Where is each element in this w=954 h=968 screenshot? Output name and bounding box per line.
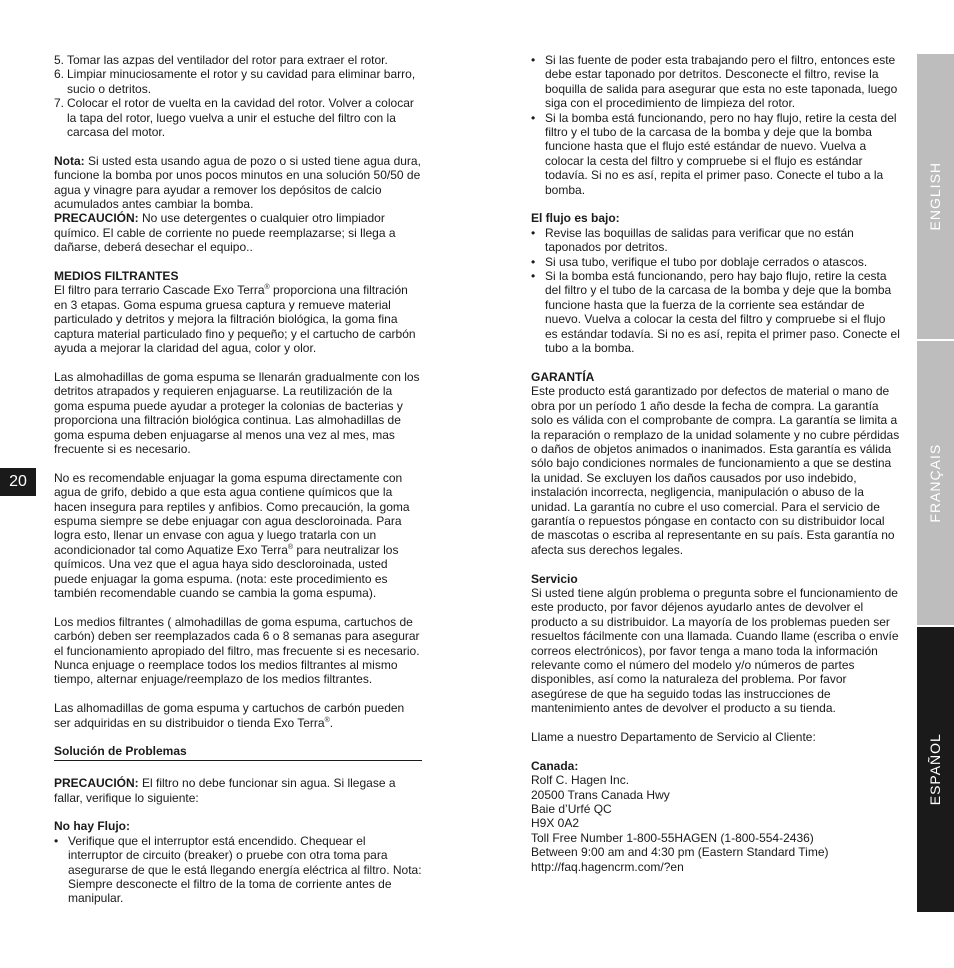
list-item: • Verifique que el interruptor está encendido. Chequear el interruptor de circuito (breaker) o pruebe con otra toma para asegurarse de que le está llegando energía eléctrica al filtro. Nota: Siempre desconecte el filtro de la toma de corriente antes de manipular. — [54, 833, 422, 906]
nota-paragraph — [54, 154, 422, 212]
flujo-bajo-heading: El flujo es bajo: — [531, 211, 620, 226]
list-item: • Revise las boquillas de salidas para verificar que no están taponados por detritos. — [531, 225, 854, 255]
phone-line: Toll Free Number 1-800-55HAGEN (1-800-554-2436) — [531, 830, 814, 845]
tab-espanol-label: ESPAÑOL — [927, 733, 944, 806]
medios-paragraph-5: Las alhomadillas de goma espuma y cartuchos de carbón pueden ser adquiridas en su distribuidor o tienda Exo Terra®. — [54, 701, 405, 730]
garantia-paragraph: Este producto está garantizado por defectos de material o mano de obra por un período 1 año desde la fecha de compra. La garantía solo es válida con el comprobante de compra. La garantía se limita a la reparación o remplazo de la unidad solamente y no cubre pérdidas o daños de objetos animados o inanimados. Esta garantía es válida sólo bajo condiciones normales de funcionamiento a que se destina la unidad. Se excluyen los daños causados por uso indebido, instalación incorrecta, negligencia, manipulación o abuso de la unidad. La garantía no cubre el uso comercial. Para el servicio de garantía o repuestos póngase en contacto con su distribuidor local de mascotas o escriba al representante en su país. Esta garantía no afecta sus derechos legales. — [531, 384, 900, 557]
precaucion-text: No use detergentes o cualquier otro limpiador químico. El cable de corriente no puede reemplazarse; si llega a dañarse, deberá desechar el equipo.. — [54, 211, 396, 255]
list-item: • Si las fuente de poder esta trabajando pero el filtro, entonces este debe estar taponado por detritos. Desconecte el filtro, revise la boquilla de salida para asegurar que esta no este taponada, luego siga con el procedimiento de limpieza del rotor. — [531, 53, 898, 111]
servicio-paragraph: Si usted tiene algún problema o pregunta sobre el funcionamiento de este producto, por favor déjenos ayudarlo antes de devolver el producto a su distribuidor. La mayoría de los problemas pueden ser resueltos fácilmente con una llamada. Cuando llame (escriba o envíe correos electrónicos), por favor tenga a mano toda la información relevante como el número del modelo y/o números de partes disponibles, así como la naturaleza del problema. Por favor asegúrese de que ha seguido todas las instrucciones de mantenimiento antes de devolver el producto a su tienda. — [531, 585, 899, 716]
no-hay-flujo-heading: No hay Flujo: — [54, 819, 130, 834]
bullet-icon: • — [531, 53, 536, 67]
right-column — [531, 53, 901, 874]
precaucion-label: PRECAUCIÓN: — [54, 211, 139, 226]
bullet-icon: • — [531, 269, 536, 284]
step-text: Tomar las azpas del ventilador del rotor para extraer el rotor. — [67, 53, 388, 67]
step-text: Limpiar minuciosamente el rotor y su cavidad para eliminar barro, sucio o detritos. — [67, 67, 416, 96]
support-url[interactable]: http://faq.hagencrm.com/?en — [531, 859, 684, 874]
tab-english — [917, 54, 954, 339]
servicio-heading: Servicio — [531, 571, 578, 586]
medios-paragraph-2: Las almohadillas de goma espuma se llenarán gradualmente con los detritos atrapados y requieren enjaguarse. La reutilización de la goma espuma puede ayudar a proteger la colonias de bacterias y proporciona una filtración biológica continua. Las almohadillas de goma espuma deben enjuagarse al menos una vez al mes, mas frecuente si es necesario. — [54, 369, 420, 456]
address-line: Baie d’Urfé QC — [531, 802, 612, 817]
precaucion-paragraph — [54, 211, 422, 254]
bullet-icon: • — [54, 833, 59, 848]
medios-paragraph-4: Los medios filtrantes ( almohadillas de goma espuma, cartuchos de carbón) deben ser reemplazados cada 6 o 8 semanas para asegurar el funcionamiento apropiado del filtro, mas frecuente si es necesario. Nunca enjuage o reemplace todos los medios filtrantes al mismo tiempo, alternar enjuage/reemplazo de los medios filtrantes. — [54, 614, 420, 687]
step-item — [54, 53, 422, 67]
step-number: 7. — [54, 96, 65, 111]
step-item — [54, 96, 422, 139]
bullet-icon: • — [531, 254, 536, 269]
bullet-icon: • — [531, 225, 536, 240]
tab-espanol — [917, 627, 954, 912]
list-item: • Si la bomba está funcionando, pero hay bajo flujo, retire la cesta del filtro y el tubo de la carcasa de la bomba y deje que la bomba funcione hasta que la fuerza de la corriente sea estándar de nuevo. Vuelva a colocar la cesta del filtro y compruebe si el flujo es estándar todavía. Si no es así, repita el primer paso. Conecte el tubo a la bomba. — [531, 269, 900, 356]
medios-paragraph-3: No es recomendable enjuagar la goma espuma directamente con agua de grifo, debido a que esta agua contiene químicos que la hacen insegura para reptiles y anfibios. Como precaución, la goma espuma siempre se debe enjuagar con agua descloroinada. Para logra esto, llenar un envase con agua y luego tratarla con un acondicionador tal como Aquatize Exo Terra® para neutralizar los químicos. Una vez que el agua haya sido descloroinada, usted puede enjuagar la goma espuma. (nota: este procedimiento es también recomendable cuando se cambia la goma espuma). — [54, 470, 410, 600]
medios-paragraph-1: El filtro para terrario Cascade Exo Terra® proporciona una filtración en 3 etapas. Goma espuma gruesa captura y remueve material particulado y detritos y mejora la filtración biológica, la goma fina captura material particulado fino y pequeño; y el cartucho de carbón ayuda a mejorar la claridad del agua, color y olor. — [54, 283, 416, 356]
medios-heading: MEDIOS FILTRANTES — [54, 269, 179, 284]
list-item: • Si la bomba está funcionando, pero no hay flujo, retire la cesta del filtro y el tubo de la carcasa de la bomba y deje que la bomba funcione hasta que el flujo esté estándar de nuevo. Vuelva a colocar la cesta del filtro y compruebe si el flujo es estándar todavía. Si no es así, repita el primer paso. Conecte el tubo a la bomba. — [531, 110, 897, 197]
tab-francais-label: FRANÇAIS — [927, 443, 944, 523]
nota-text: Si usted esta usando agua de pozo o si usted tiene agua dura, funcione la bomba por unos pocos minutos en una solución 50/50 de agua y vinagre para ayudar a remover los depósitos de calcio acumulados antes cambiar la bomba. — [54, 153, 421, 212]
llame-paragraph: Llame a nuestro Departamento de Servicio al Cliente: — [531, 730, 816, 745]
step-text: Colocar el rotor de vuelta en la cavidad del rotor. Volver a colocar la tapa del rotor, luego vuelva a unir el estuche del filtro con la carcasa del motor. — [67, 96, 414, 140]
list-item: • Si usa tubo, verifique el tubo por doblaje cerrados o atascos. — [531, 254, 868, 269]
hours-line: Between 9:00 am and 4:30 pm (Eastern Standard Time) — [531, 845, 829, 860]
address-line: Rolf C. Hagen Inc. — [531, 773, 630, 788]
tab-francais — [917, 341, 954, 625]
page-number: 20 — [0, 468, 36, 496]
bullet-icon: • — [531, 110, 536, 125]
left-column — [54, 53, 422, 906]
step-number: 6. — [54, 67, 65, 82]
nota-label: Nota: — [54, 153, 85, 168]
tab-english-label: ENGLISH — [927, 162, 944, 231]
step-item — [54, 67, 422, 96]
address-line: H9X 0A2 — [531, 816, 580, 831]
address-line: 20500 Trans Canada Hwy — [531, 787, 670, 802]
step-number: 5. — [54, 53, 65, 67]
solucion-heading: Solución de Problemas — [54, 744, 422, 760]
garantia-heading: GARANTÍA — [531, 369, 595, 384]
precaucion-2-paragraph: PRECAUCIÓN: El filtro no debe funcionar sin agua. Si llegase a fallar, verifique lo siguiente: — [54, 776, 396, 805]
canada-heading: Canada: — [531, 758, 579, 773]
